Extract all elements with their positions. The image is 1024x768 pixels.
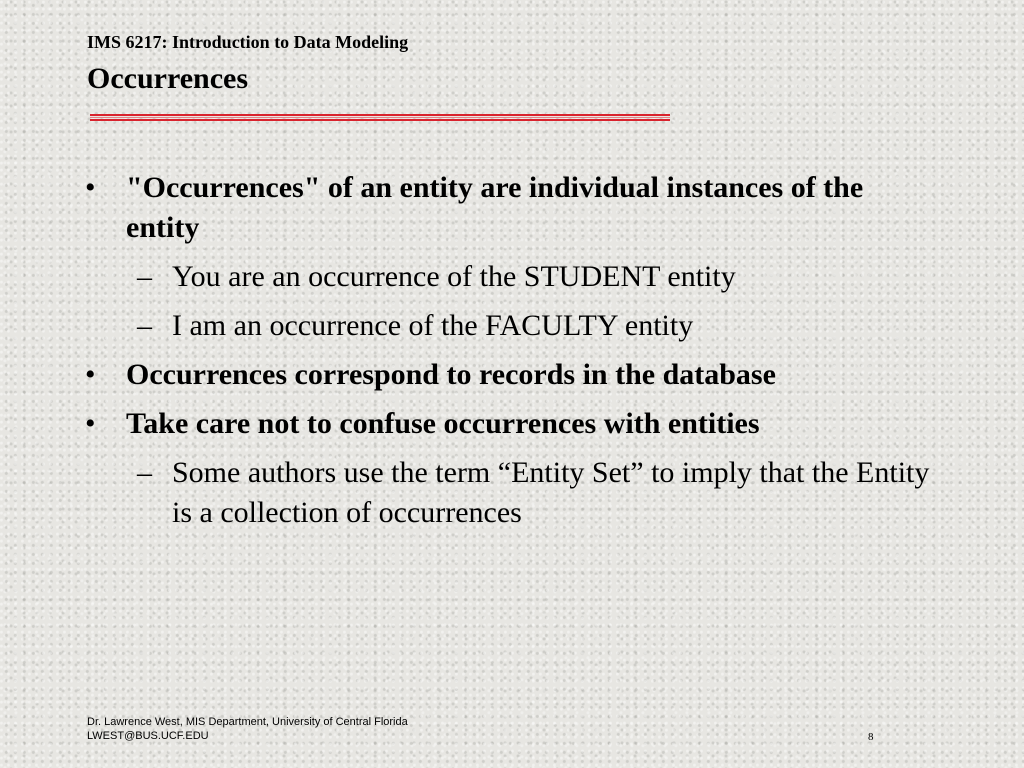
course-title: IMS 6217: Introduction to Data Modeling [87, 32, 409, 52]
bullet-text: Occurrences correspond to records in the database [126, 358, 776, 391]
bullet-text: "Occurrences" of an entity are individual instances of the entity [126, 171, 864, 244]
footer-author: Dr. Lawrence West, MIS Department, University of Central Florida [87, 716, 408, 728]
sub-bullet-text: You are an occurrence of the STUDENT entity [172, 260, 736, 293]
sub-bullet-marker: – [137, 456, 152, 489]
title-divider-inner [90, 117, 670, 118]
sub-bullet-item [80, 257, 940, 297]
bullet-marker: • [85, 407, 96, 440]
sub-bullet-text: I am an occurrence of the FACULTY entity [172, 309, 694, 342]
sub-bullet-item [80, 306, 940, 346]
footer-credits [87, 715, 408, 743]
sub-bullet-marker: – [137, 309, 152, 342]
bullet-item [80, 404, 940, 444]
footer-email: LWEST@BUS.UCF.EDU [87, 730, 209, 742]
bullet-item [80, 168, 940, 248]
sub-bullet-item [80, 453, 940, 533]
slide-title: Occurrences [87, 62, 249, 95]
bullet-marker: • [85, 358, 96, 391]
sub-bullet-marker: – [137, 260, 152, 293]
page-number: 8 [868, 731, 874, 743]
bullet-text: Take care not to confuse occurrences with entities [126, 407, 760, 440]
bullet-marker: • [85, 171, 96, 204]
bullet-item [80, 355, 940, 395]
sub-bullet-text: Some authors use the term “Entity Set” to imply that the Entity is a collection of occurrences [172, 456, 930, 529]
slide-body [80, 168, 940, 542]
